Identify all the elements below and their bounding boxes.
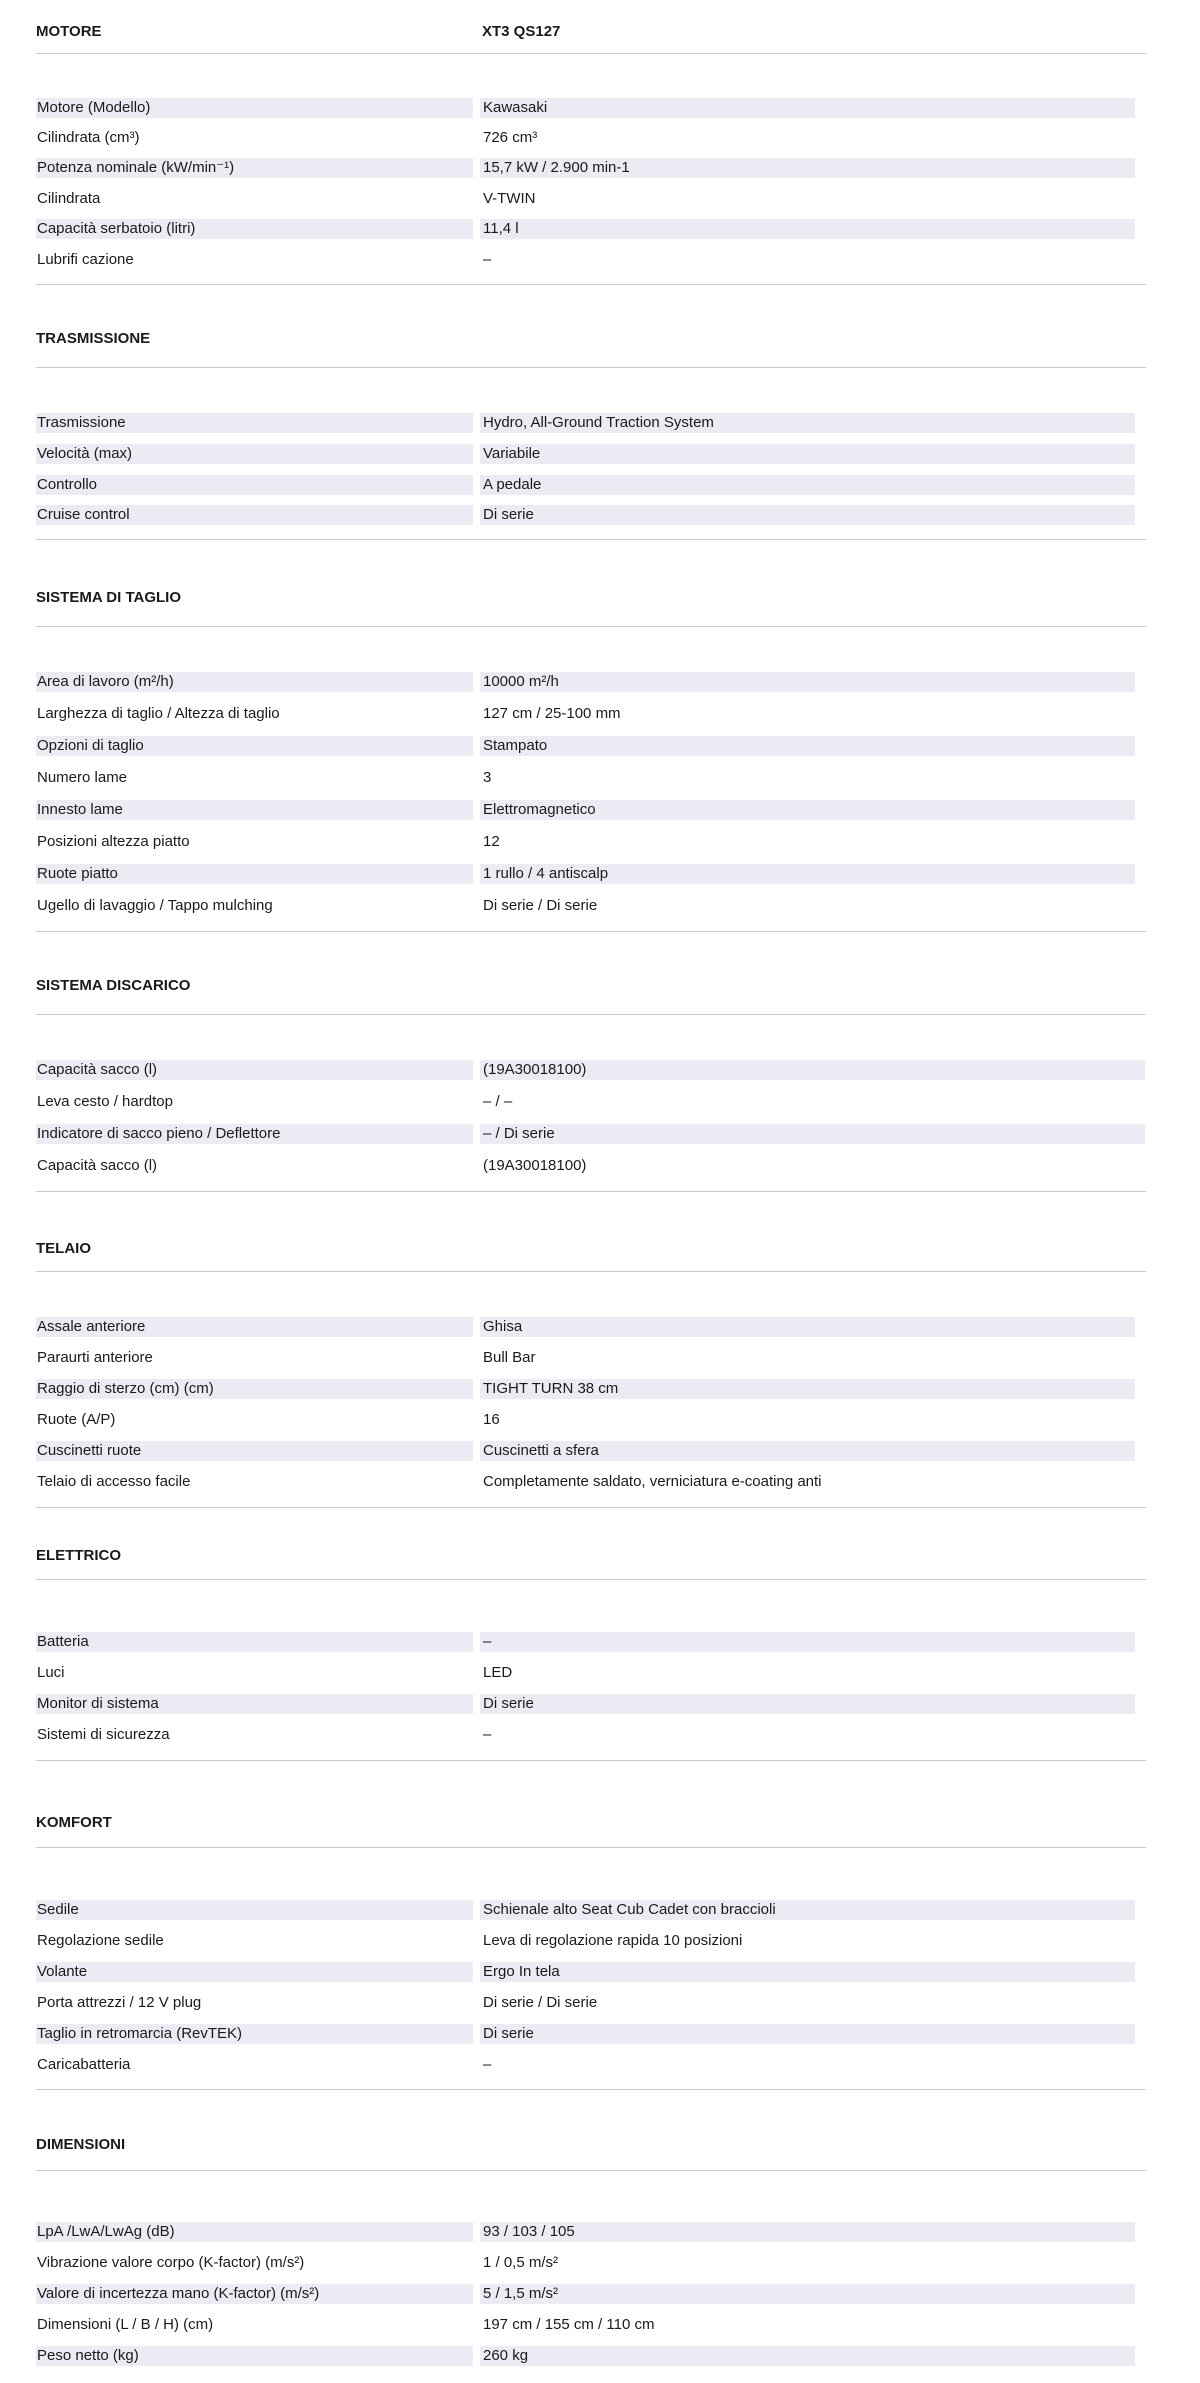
spec-value: Ergo In tela <box>480 1962 1135 1982</box>
divider <box>36 931 1146 932</box>
spec-label: Peso netto (kg) <box>36 2346 473 2366</box>
spec-row <box>36 1931 1146 1951</box>
spec-value: Di serie <box>480 1694 1135 1714</box>
spec-value: – <box>483 251 492 268</box>
section-header <box>36 587 1146 609</box>
spec-label: Assale anteriore <box>36 1317 473 1337</box>
section-header <box>36 21 1146 43</box>
section-title: SISTEMA DISCARICO <box>36 977 191 994</box>
spec-row <box>36 505 1146 525</box>
spec-label: Vibrazione valore corpo (K-factor) (m/s²) <box>37 2254 305 2271</box>
spec-row <box>36 1663 1146 1683</box>
divider <box>36 626 1146 627</box>
spec-row <box>36 704 1146 724</box>
spec-label: Monitor di sistema <box>36 1694 473 1714</box>
spec-row <box>36 736 1146 756</box>
spec-row <box>36 444 1146 464</box>
spec-value: 93 / 103 / 105 <box>480 2222 1135 2242</box>
divider <box>36 2170 1146 2171</box>
spec-label: Raggio di sterzo (cm) (cm) <box>36 1379 473 1399</box>
divider <box>36 1271 1146 1272</box>
spec-label: Lubrifi cazione <box>37 251 134 268</box>
spec-row <box>36 864 1146 884</box>
spec-label: Controllo <box>36 475 473 495</box>
spec-row <box>36 1410 1146 1430</box>
spec-label: Ugello di lavaggio / Tappo mulching <box>37 897 273 914</box>
spec-row <box>36 1632 1146 1652</box>
section-title: TRASMISSIONE <box>36 330 151 347</box>
spec-label: Cilindrata <box>37 190 101 207</box>
spec-value: Di serie <box>480 505 1135 525</box>
spec-value: – / – <box>483 1093 513 1110</box>
spec-label: Dimensioni (L / B / H) (cm) <box>37 2316 214 2333</box>
spec-label: Innesto lame <box>36 800 473 820</box>
spec-value: 16 <box>483 1411 500 1428</box>
spec-value: 1 rullo / 4 antiscalp <box>480 864 1135 884</box>
spec-value: V-TWIN <box>483 190 536 207</box>
section-header <box>36 975 1146 997</box>
divider <box>36 1760 1146 1761</box>
spec-row <box>36 672 1146 692</box>
spec-label: Volante <box>36 1962 473 1982</box>
spec-row <box>36 1694 1146 1714</box>
spec-value: A pedale <box>480 475 1135 495</box>
spec-value: Di serie <box>480 2024 1135 2044</box>
spec-value: – <box>483 1726 492 1743</box>
spec-label: LpA /LwA/LwAg (dB) <box>36 2222 473 2242</box>
section-title: KOMFORT <box>36 1814 112 1831</box>
spec-row <box>36 1472 1146 1492</box>
spec-row <box>36 2346 1146 2366</box>
spec-row <box>36 1060 1146 1080</box>
spec-value: Di serie / Di serie <box>483 897 598 914</box>
spec-value: Leva di regolazione rapida 10 posizioni <box>483 1932 743 1949</box>
spec-value: 10000 m²/h <box>480 672 1135 692</box>
spec-row <box>36 475 1146 495</box>
spec-value: 260 kg <box>480 2346 1135 2366</box>
spec-label: Cuscinetti ruote <box>36 1441 473 1461</box>
spec-value: Kawasaki <box>480 98 1135 118</box>
spec-value: – / Di serie <box>480 1124 1145 1144</box>
spec-row <box>36 2315 1146 2335</box>
spec-label: Velocità (max) <box>36 444 473 464</box>
spec-value: Schienale alto Seat Cub Cadet con braccioli <box>480 1900 1135 1920</box>
spec-value: Bull Bar <box>483 1349 536 1366</box>
spec-value: Stampato <box>480 736 1135 756</box>
spec-label: Regolazione sedile <box>37 1932 164 1949</box>
spec-value: Completamente saldato, verniciatura e-coating anti <box>483 1473 822 1490</box>
spec-label: Potenza nominale (kW/min⁻¹) <box>36 158 473 178</box>
spec-row <box>36 1900 1146 1920</box>
spec-label: Cruise control <box>36 505 473 525</box>
section-title: MOTORE <box>36 23 102 40</box>
spec-label: Taglio in retromarcia (RevTEK) <box>36 2024 473 2044</box>
spec-row <box>36 1156 1146 1176</box>
spec-row <box>36 768 1146 788</box>
divider <box>36 539 1146 540</box>
spec-value: (19A30018100) <box>480 1060 1145 1080</box>
spec-value: 12 <box>483 833 500 850</box>
spec-row <box>36 1348 1146 1368</box>
spec-label: Opzioni di taglio <box>36 736 473 756</box>
spec-label: Trasmissione <box>36 413 473 433</box>
section-header <box>36 1238 1146 1260</box>
spec-value: 726 cm³ <box>483 129 538 146</box>
spec-row <box>36 2222 1146 2242</box>
spec-label: Luci <box>37 1664 65 1681</box>
section-header <box>36 2134 1146 2156</box>
section-title: TELAIO <box>36 1240 91 1257</box>
spec-value: Hydro, All-Ground Traction System <box>480 413 1135 433</box>
spec-label: Larghezza di taglio / Altezza di taglio <box>37 705 280 722</box>
spec-row <box>36 189 1146 209</box>
divider <box>36 1191 1146 1192</box>
spec-value: 5 / 1,5 m/s² <box>480 2284 1135 2304</box>
spec-row <box>36 1317 1146 1337</box>
section-title: ELETTRICO <box>36 1547 121 1564</box>
spec-label: Sistemi di sicurezza <box>37 1726 170 1743</box>
spec-row <box>36 1124 1146 1144</box>
spec-label: Area di lavoro (m²/h) <box>36 672 473 692</box>
spec-row <box>36 1962 1146 1982</box>
spec-label: Indicatore di sacco pieno / Deflettore <box>36 1124 473 1144</box>
spec-row <box>36 219 1146 239</box>
spec-row <box>36 1092 1146 1112</box>
spec-label: Paraurti anteriore <box>37 1349 153 1366</box>
spec-label: Posizioni altezza piatto <box>37 833 190 850</box>
spec-row <box>36 250 1146 270</box>
spec-value: TIGHT TURN 38 cm <box>480 1379 1135 1399</box>
spec-value: – <box>483 2056 492 2073</box>
spec-row <box>36 896 1146 916</box>
spec-value: Ghisa <box>480 1317 1135 1337</box>
spec-label: Motore (Modello) <box>36 98 473 118</box>
spec-label: Leva cesto / hardtop <box>37 1093 173 1110</box>
spec-label: Sedile <box>36 1900 473 1920</box>
section-header <box>36 328 1146 350</box>
spec-row <box>36 1441 1146 1461</box>
spec-value: – <box>480 1632 1135 1652</box>
section-header <box>36 1545 1146 1567</box>
section-title: SISTEMA DI TAGLIO <box>36 589 181 606</box>
spec-row <box>36 158 1146 178</box>
spec-row <box>36 2024 1146 2044</box>
spec-value: (19A30018100) <box>483 1157 587 1174</box>
spec-label: Ruote (A/P) <box>37 1411 116 1428</box>
spec-label: Ruote piatto <box>36 864 473 884</box>
divider <box>36 1507 1146 1508</box>
spec-value: LED <box>483 1664 513 1681</box>
spec-value: Variabile <box>480 444 1135 464</box>
spec-row <box>36 2284 1146 2304</box>
spec-value: Elettromagnetico <box>480 800 1135 820</box>
spec-label: Capacità sacco (l) <box>37 1157 158 1174</box>
divider <box>36 2089 1146 2090</box>
spec-value: 11,4 l <box>480 219 1135 239</box>
divider <box>36 1014 1146 1015</box>
spec-label: Cilindrata (cm³) <box>37 129 140 146</box>
spec-row <box>36 832 1146 852</box>
spec-label: Valore di incertezza mano (K-factor) (m/s²) <box>36 2284 473 2304</box>
spec-value: 127 cm / 25-100 mm <box>483 705 621 722</box>
spec-label: Numero lame <box>37 769 128 786</box>
spec-value: Cuscinetti a sfera <box>480 1441 1135 1461</box>
spec-label: Porta attrezzi / 12 V plug <box>37 1994 202 2011</box>
model-title: XT3 QS127 <box>482 23 561 40</box>
spec-row <box>36 1993 1146 2013</box>
section-title: DIMENSIONI <box>36 2136 126 2153</box>
spec-label: Caricabatteria <box>37 2056 131 2073</box>
spec-row <box>36 1725 1146 1745</box>
spec-value: 197 cm / 155 cm / 110 cm <box>483 2316 655 2333</box>
divider <box>36 1847 1146 1848</box>
spec-row <box>36 2253 1146 2273</box>
spec-value: 1 / 0,5 m/s² <box>483 2254 559 2271</box>
spec-label: Batteria <box>36 1632 473 1652</box>
spec-row <box>36 98 1146 118</box>
divider <box>36 367 1146 368</box>
section-header <box>36 1812 1146 1834</box>
spec-row <box>36 2055 1146 2075</box>
spec-row <box>36 413 1146 433</box>
spec-label: Capacità serbatoio (litri) <box>36 219 473 239</box>
spec-row <box>36 128 1146 148</box>
spec-value: Di serie / Di serie <box>483 1994 598 2011</box>
spec-value: 15,7 kW / 2.900 min-1 <box>480 158 1135 178</box>
spec-label: Capacità sacco (l) <box>36 1060 473 1080</box>
divider <box>36 53 1146 54</box>
spec-row <box>36 1379 1146 1399</box>
divider <box>36 1579 1146 1580</box>
spec-value: 3 <box>483 769 492 786</box>
spec-label: Telaio di accesso facile <box>37 1473 191 1490</box>
divider <box>36 284 1146 285</box>
spec-row <box>36 800 1146 820</box>
